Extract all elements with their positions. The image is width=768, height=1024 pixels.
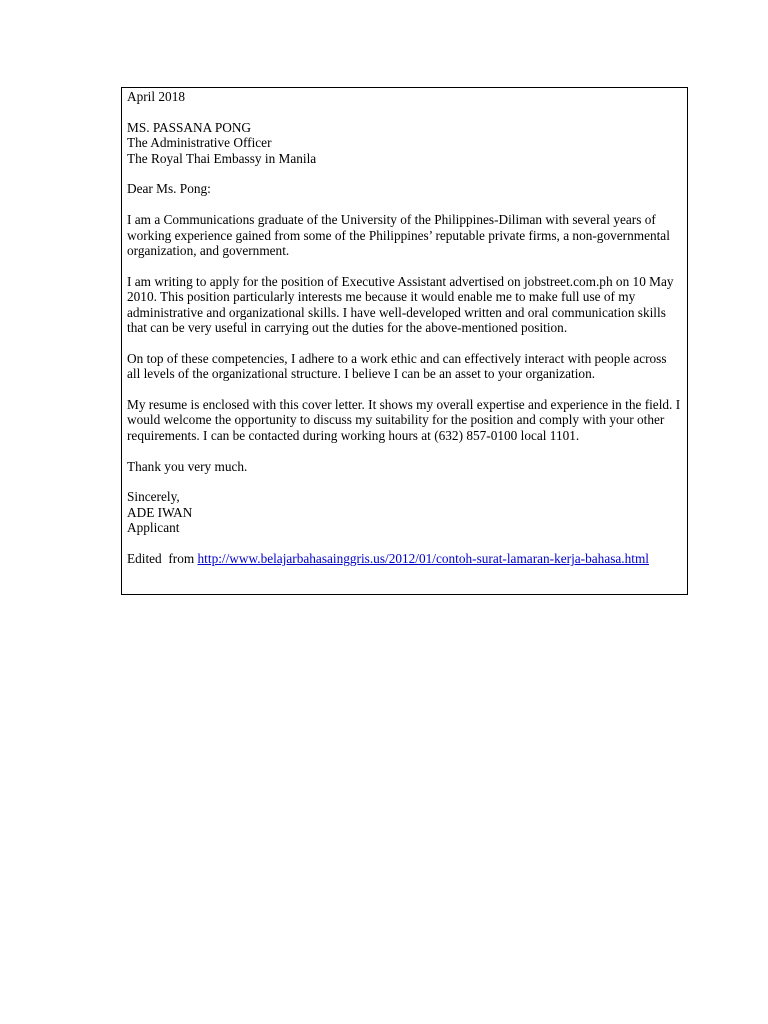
recipient-name: MS. PASSANA PONG bbox=[127, 119, 252, 135]
signer-name: ADE IWAN bbox=[127, 504, 193, 520]
closing-block bbox=[127, 489, 682, 535]
signer-role: Applicant bbox=[127, 520, 180, 536]
salutation: Dear Ms. Pong: bbox=[127, 181, 211, 197]
body-paragraph-3: On top of these competencies, I adhere to a work ethic and can effectively interact with people across all levels of the organizational structure. I believe I can be an asset to your organization. bbox=[127, 350, 667, 382]
source-prefix: Edited from bbox=[127, 551, 198, 567]
source-link[interactable]: http://www.belajarbahasainggris.us/2012/01/contoh-surat-lamaran-kerja-bahasa.html bbox=[197, 551, 649, 567]
body-paragraph-1: I am a Communications graduate of the University of the Philippines-Diliman with several years of working experience gained from some of the Philippines’ reputable private firms, a non-governmental organization, and government. bbox=[127, 212, 670, 259]
body-paragraph-2: I am writing to apply for the position of Executive Assistant advertised on jobstreet.com.ph on 10 May 2010. This position particularly interests me because it would enable me to make full use of my administrative and organizational skills. I have well-developed written and oral communication skills that can be very useful in carrying out the duties for the above-mentioned position. bbox=[127, 273, 674, 336]
letter-date: April 2018 bbox=[127, 89, 185, 104]
recipient-organization: The Royal Thai Embassy in Manila bbox=[127, 150, 317, 166]
recipient-title: The Administrative Officer bbox=[127, 135, 272, 151]
thank-you-line: Thank you very much. bbox=[127, 458, 248, 474]
recipient-block bbox=[127, 120, 682, 166]
cover-letter-box bbox=[121, 87, 688, 595]
valediction: Sincerely, bbox=[127, 489, 180, 505]
body-paragraph-4: My resume is enclosed with this cover letter. It shows my overall expertise and experience in the field. I would welcome the opportunity to discuss my suitability for the position and comply with your other requirements. I can be contacted during working hours at (632) 857-0100 local 1101. bbox=[127, 397, 681, 443]
source-credit bbox=[127, 551, 682, 566]
